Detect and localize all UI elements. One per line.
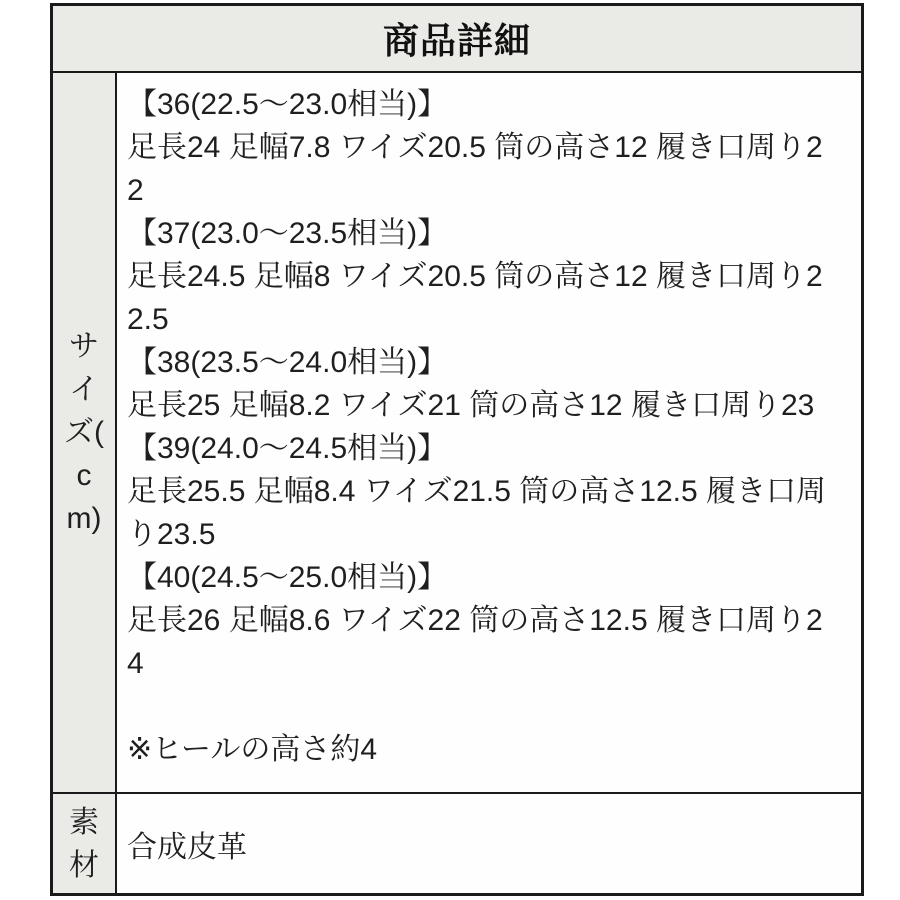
heel-height-note: ※ヒールの高さ約4	[127, 733, 378, 766]
size-spec-line: 足長26 足幅8.6 ワイズ22 筒の高さ12.5 履き口周り2	[127, 604, 823, 637]
size-spec-line: 【37(23.0〜23.5相当)】	[127, 217, 448, 250]
material-row-label	[53, 792, 117, 893]
size-spec-line: 足長24.5 足幅8 ワイズ20.5 筒の高さ12 履き口周り2	[127, 260, 823, 293]
size-spec-line	[127, 685, 853, 728]
size-spec-line: 2	[127, 174, 144, 207]
size-spec-line: 【40(24.5〜25.0相当)】	[127, 561, 448, 594]
material-label-char: 材	[69, 848, 99, 882]
material-label-char: 素	[69, 805, 99, 839]
size-spec-line: 【38(23.5〜24.0相当)】	[127, 346, 448, 379]
product-detail-table	[50, 3, 864, 896]
size-spec-line: 足長24 足幅7.8 ワイズ20.5 筒の高さ12 履き口周り2	[127, 131, 823, 164]
size-spec-line: 足長25 足幅8.2 ワイズ21 筒の高さ12 履き口周り23	[127, 389, 815, 422]
size-spec-line: り23.5	[127, 518, 216, 551]
material-value: 合成皮革	[117, 792, 861, 893]
size-spec-line: 【39(24.0〜24.5相当)】	[127, 432, 448, 465]
size-label-char: m)	[66, 502, 102, 535]
size-label-char: イ	[69, 373, 99, 406]
size-label-char: c	[76, 459, 92, 492]
size-spec-line: 足長25.5 足幅8.4 ワイズ21.5 筒の高さ12.5 履き口周	[127, 475, 827, 508]
size-details	[117, 73, 861, 792]
size-label-char: ズ(	[64, 416, 104, 449]
size-spec-line: 【36(22.5〜23.0相当)】	[127, 88, 448, 121]
size-row-label	[53, 73, 117, 792]
size-spec-line: 4	[127, 647, 144, 680]
size-spec-line: 2.5	[127, 303, 169, 336]
size-label-char: サ	[69, 330, 99, 363]
table-title: 商品詳細	[53, 6, 861, 73]
